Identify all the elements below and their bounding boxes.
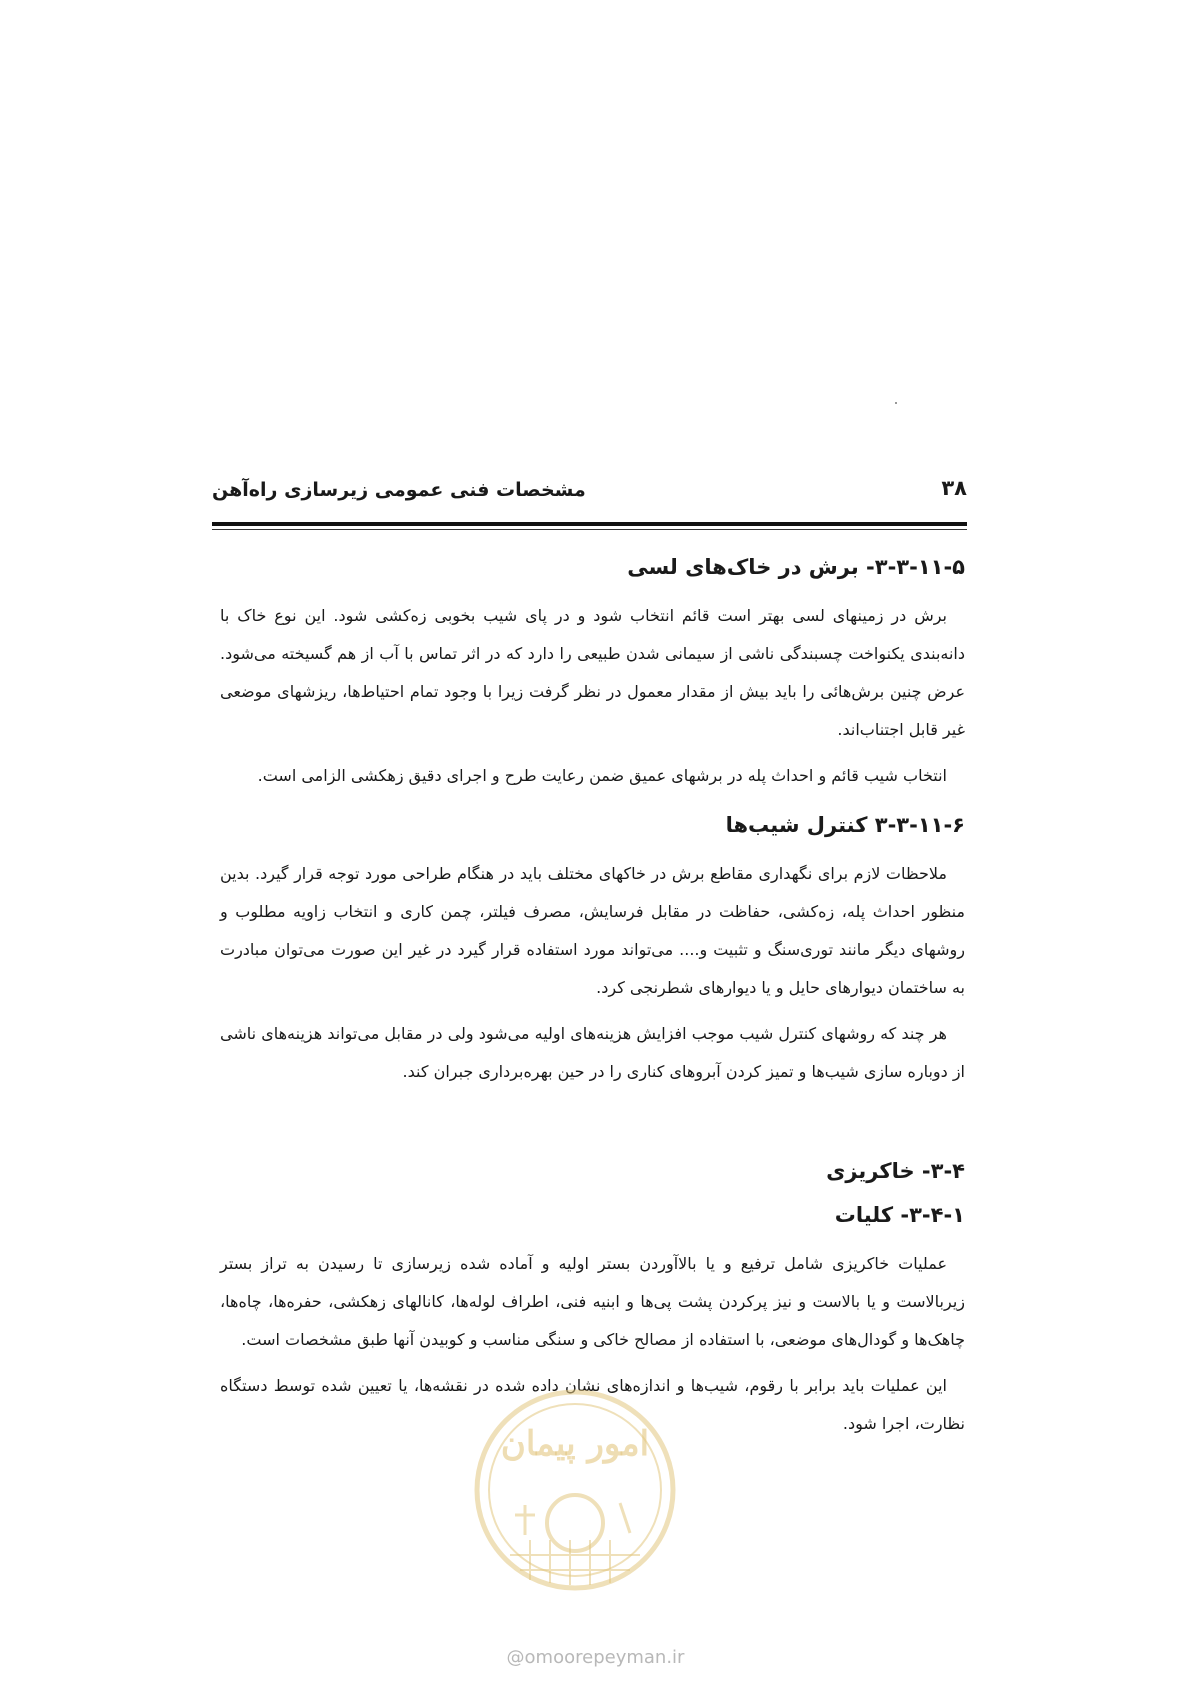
section-heading-embankment: ۳-۴- خاکریزی — [826, 1159, 965, 1183]
at-icon: @ — [506, 1647, 525, 1668]
paragraph: ملاحظات لازم برای نگهداری مقاطع برش در خاکهای مختلف باید در هنگام طراحی مورد توجه قرار گیرد. بدین منظور احداث پله، زه‌کشی، حفاظت در مقابل فرسایش، مصرف فیلتر، چمن کاری و انتخاب زاویه مطلوب و روشهای دیگر مانند توری‌سنگ و تثبیت و.... می‌تواند مورد استفاده قرار گیرد در غیر این صورت می‌توان مبادرت به ساختمان دیوارهای حایل و یا دیوارهای شطرنجی کرد. — [220, 864, 965, 997]
section-heading-general: ۳-۴-۱- کلیات — [834, 1203, 965, 1227]
section-heading-slope-control: ۳-۳-۱۱-۶ کنترل شیب‌ها — [725, 813, 965, 837]
paragraph: برش در زمینهای لسی بهتر است قائم انتخاب شود و در پای شیب بخوبی زه‌کشی شود. این نوع خاک با دانه‌بندی یکنواخت چسبندگی ناشی از سیمانی شدن طبیعی را دارد که در اثر تماس با آب از هم گسیخته می‌شود. عرض چنین برش‌هائی را باید بیش از مقدار معمول در نظر گرفت زیرا با وجود تمام احتیاط‌ها، ریزشهای موضعی غیر قابل اجتناب‌اند. — [220, 606, 965, 739]
header-rule-thin — [212, 529, 967, 530]
running-title: مشخصات فنی عمومی زیرسازی راه‌آهن — [212, 479, 586, 501]
watermark-site: @omoorepeyman.ir — [506, 1647, 685, 1668]
paragraph: انتخاب شیب قائم و احداث پله در برشهای عمیق ضمن رعایت طرح و اجرای دقیق زهکشی الزامی است. — [257, 766, 947, 785]
stamp-text: امور پیمان — [500, 1424, 650, 1464]
paragraph: عملیات خاکریزی شامل ترفیع و یا بالاآوردن بستر اولیه و آماده شده زیرسازی تا رسیدن به تراز بستر زیربالاست و یا بالاست و نیز پرکردن پشت پی‌ها و ابنیه فنی، اطراف لوله‌ها، کانالهای زهکشی، حفره‌ها، چاه‌ها، چاهک‌ها و گودال‌های موضعی، با استفاده از مصالح خاکی و سنگی مناسب و کوبیدن آنها طبق مشخصات است. — [220, 1254, 965, 1349]
header-rule-thick — [212, 522, 967, 526]
paragraph: هر چند که روشهای کنترل شیب موجب افزایش هزینه‌های اولیه می‌شود ولی در مقابل می‌تواند هزینه‌های ناشی از دوباره سازی شیب‌ها و تمیز کردن آبروهای کناری را در حین بهره‌برداری جبران کند. — [220, 1024, 965, 1081]
page-body — [220, 545, 965, 1443]
page-header — [212, 476, 967, 520]
paragraph: این عملیات باید برابر با رقوم، شیب‌ها و اندازه‌های نشان داده شده در نقشه‌ها، یا تعیین شده توسط دستگاه نظارت، اجرا شود. — [220, 1376, 965, 1433]
stray-dot — [895, 402, 897, 404]
section-heading-loess-cut: ۳-۳-۱۱-۵- برش در خاک‌های لسی — [627, 555, 965, 579]
page-number: ۳۸ — [941, 476, 967, 500]
